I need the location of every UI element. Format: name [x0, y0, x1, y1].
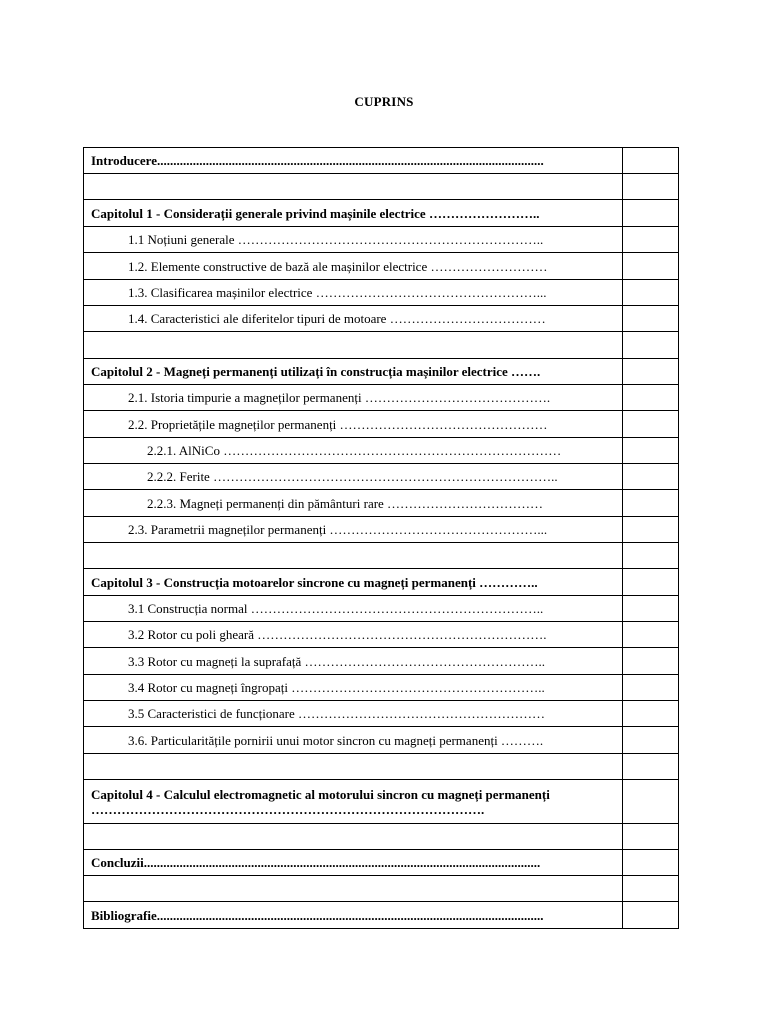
toc-page-number-cell: [623, 727, 679, 754]
toc-row: [84, 280, 679, 306]
toc-entry-cell: [84, 780, 623, 824]
toc-row: [84, 727, 679, 754]
toc-page-number-cell: [623, 148, 679, 174]
toc-page-number-cell: [623, 754, 679, 780]
toc-row: [84, 850, 679, 876]
toc-entry-cell: [84, 824, 623, 850]
toc-page-number-cell: [623, 850, 679, 876]
toc-page-number-cell: [623, 902, 679, 929]
toc-entry-cell: [84, 174, 623, 200]
page-title: CUPRINS: [354, 94, 414, 109]
toc-page-number-cell: [623, 332, 679, 359]
toc-entry-text[interactable]: 3.5 Caracteristici de funcționare …………………………………………………: [128, 706, 546, 721]
toc-row: [84, 596, 679, 622]
toc-row: [84, 824, 679, 850]
toc-page-number-cell: [623, 464, 679, 490]
toc-entry-text[interactable]: Introducere.......................................................................................................................: [91, 153, 544, 168]
toc-entry-cell: [84, 227, 623, 253]
toc-entry-cell: [84, 569, 623, 596]
toc-page-number-cell: [623, 824, 679, 850]
toc-entry-text[interactable]: 2.2.3. Magneți permanenți din pământuri rare ………………………………: [147, 495, 544, 511]
toc-entry-text[interactable]: Bibliografie.......................................................................................................................: [91, 907, 544, 923]
toc-row: [84, 490, 679, 517]
toc-entry-cell: [84, 332, 623, 359]
toc-page-number-cell: [623, 253, 679, 280]
toc-entry-text[interactable]: 2.3. Parametrii magneților permanenți …………………………………………...: [128, 522, 548, 537]
table-of-contents: [83, 147, 679, 929]
toc-row: [84, 227, 679, 253]
toc-entry-cell: [84, 280, 623, 306]
toc-entry-cell: [84, 517, 623, 543]
toc-entry-cell: [84, 306, 623, 332]
toc-row: [84, 359, 679, 385]
toc-row: [84, 543, 679, 569]
toc-entry-text[interactable]: 2.2. Proprietățile magneților permanenți …………………………………………: [128, 416, 548, 432]
toc-row: [84, 148, 679, 174]
toc-entry-text[interactable]: 3.4 Rotor cu magneți îngropați …………………………………………………..: [128, 680, 545, 695]
toc-page-number-cell: [623, 280, 679, 306]
toc-row: [84, 754, 679, 780]
toc-page-number-cell: [623, 622, 679, 648]
toc-row: [84, 253, 679, 280]
toc-entry-cell: [84, 675, 623, 701]
toc-row: [84, 306, 679, 332]
toc-row: [84, 902, 679, 929]
toc-page-number-cell: [623, 780, 679, 824]
toc-row: [84, 332, 679, 359]
toc-entry-text[interactable]: Concluzii..........................................................................................................................: [91, 855, 541, 870]
toc-entry-cell: [84, 253, 623, 280]
toc-entry-cell: [84, 411, 623, 438]
toc-row: [84, 701, 679, 727]
toc-row: [84, 622, 679, 648]
toc-entry-text[interactable]: Capitolul 2 - Magneți permanenți utilizați în construcția mașinilor electrice …….: [91, 364, 541, 379]
toc-entry-text[interactable]: 1.4. Caracteristici ale diferitelor tipuri de motoare ………………………………: [128, 311, 546, 326]
toc-entry-text[interactable]: 2.2.2. Ferite ……………………………………………………………………..: [147, 469, 558, 484]
toc-row: [84, 438, 679, 464]
toc-entry-cell: [84, 464, 623, 490]
toc-entry-cell: [84, 359, 623, 385]
toc-entry-cell: [84, 754, 623, 780]
toc-page-number-cell: [623, 227, 679, 253]
toc-entry-text[interactable]: 3.2 Rotor cu poli gheară ………………………………………………………….: [128, 627, 547, 642]
toc-row: [84, 517, 679, 543]
toc-entry-cell: [84, 850, 623, 876]
toc-entry-cell: [84, 490, 623, 517]
toc-entry-text[interactable]: 2.2.1. AlNiCo ……………………………………………………………………: [147, 443, 562, 458]
toc-row: [84, 464, 679, 490]
toc-row: [84, 174, 679, 200]
toc-entry-text[interactable]: 1.3. Clasificarea mașinilor electrice ……………………………………………...: [128, 285, 547, 300]
toc-page-number-cell: [623, 174, 679, 200]
toc-page-number-cell: [623, 200, 679, 227]
toc-row: [84, 675, 679, 701]
toc-entry-cell: [84, 648, 623, 675]
toc-page-number-cell: [623, 596, 679, 622]
toc-entry-text[interactable]: 1.1 Noțiuni generale ……………………………………………………………..: [128, 232, 544, 247]
toc-page-number-cell: [623, 569, 679, 596]
toc-row: [84, 569, 679, 596]
toc-entry-text[interactable]: Capitolul 4 - Calculul electromagnetic al motorului sincron cu magneți permanenți ……………………………………………………………………………….: [91, 786, 550, 817]
toc-page-number-cell: [623, 701, 679, 727]
toc-page-number-cell: [623, 876, 679, 902]
toc-entry-cell: [84, 727, 623, 754]
toc-page-number-cell: [623, 306, 679, 332]
toc-row: [84, 411, 679, 438]
toc-entry-cell: [84, 200, 623, 227]
toc-entry-text[interactable]: Capitolul 3 - Construcția motoarelor sincrone cu magneți permanenți …………..: [91, 574, 538, 590]
toc-page-number-cell: [623, 359, 679, 385]
toc-entry-text[interactable]: 1.2. Elemente constructive de bază ale mașinilor electrice ………………………: [128, 258, 548, 274]
toc-row: [84, 876, 679, 902]
toc-entry-text[interactable]: 3.3 Rotor cu magneți la suprafață ………………………………………………..: [128, 653, 546, 669]
toc-page-number-cell: [623, 675, 679, 701]
toc-page-number-cell: [623, 517, 679, 543]
toc-entry-cell: [84, 902, 623, 929]
toc-entry-text[interactable]: 2.1. Istoria timpurie a magneților permanenți …………………………………….: [128, 390, 551, 405]
toc-row: [84, 648, 679, 675]
toc-entry-cell: [84, 543, 623, 569]
toc-row: [84, 780, 679, 824]
toc-entry-cell: [84, 622, 623, 648]
toc-page-number-cell: [623, 648, 679, 675]
toc-entry-text[interactable]: Capitolul 1 - Considerații generale privind mașinile electrice ……………………..: [91, 205, 540, 221]
toc-page-number-cell: [623, 543, 679, 569]
toc-entry-text[interactable]: 3.6. Particularitățile pornirii unui motor sincron cu magneți permanenți ……….: [128, 732, 544, 748]
toc-row: [84, 385, 679, 411]
toc-page-number-cell: [623, 438, 679, 464]
toc-entry-text[interactable]: 3.1 Construcția normal …………………………………………………………..: [128, 601, 544, 616]
toc-entry-cell: [84, 385, 623, 411]
toc-entry-cell: [84, 876, 623, 902]
toc-page-number-cell: [623, 490, 679, 517]
toc-entry-cell: [84, 701, 623, 727]
toc-page-number-cell: [623, 411, 679, 438]
toc-entry-cell: [84, 438, 623, 464]
toc-row: [84, 200, 679, 227]
toc-entry-cell: [84, 596, 623, 622]
toc-entry-cell: [84, 148, 623, 174]
toc-page-number-cell: [623, 385, 679, 411]
